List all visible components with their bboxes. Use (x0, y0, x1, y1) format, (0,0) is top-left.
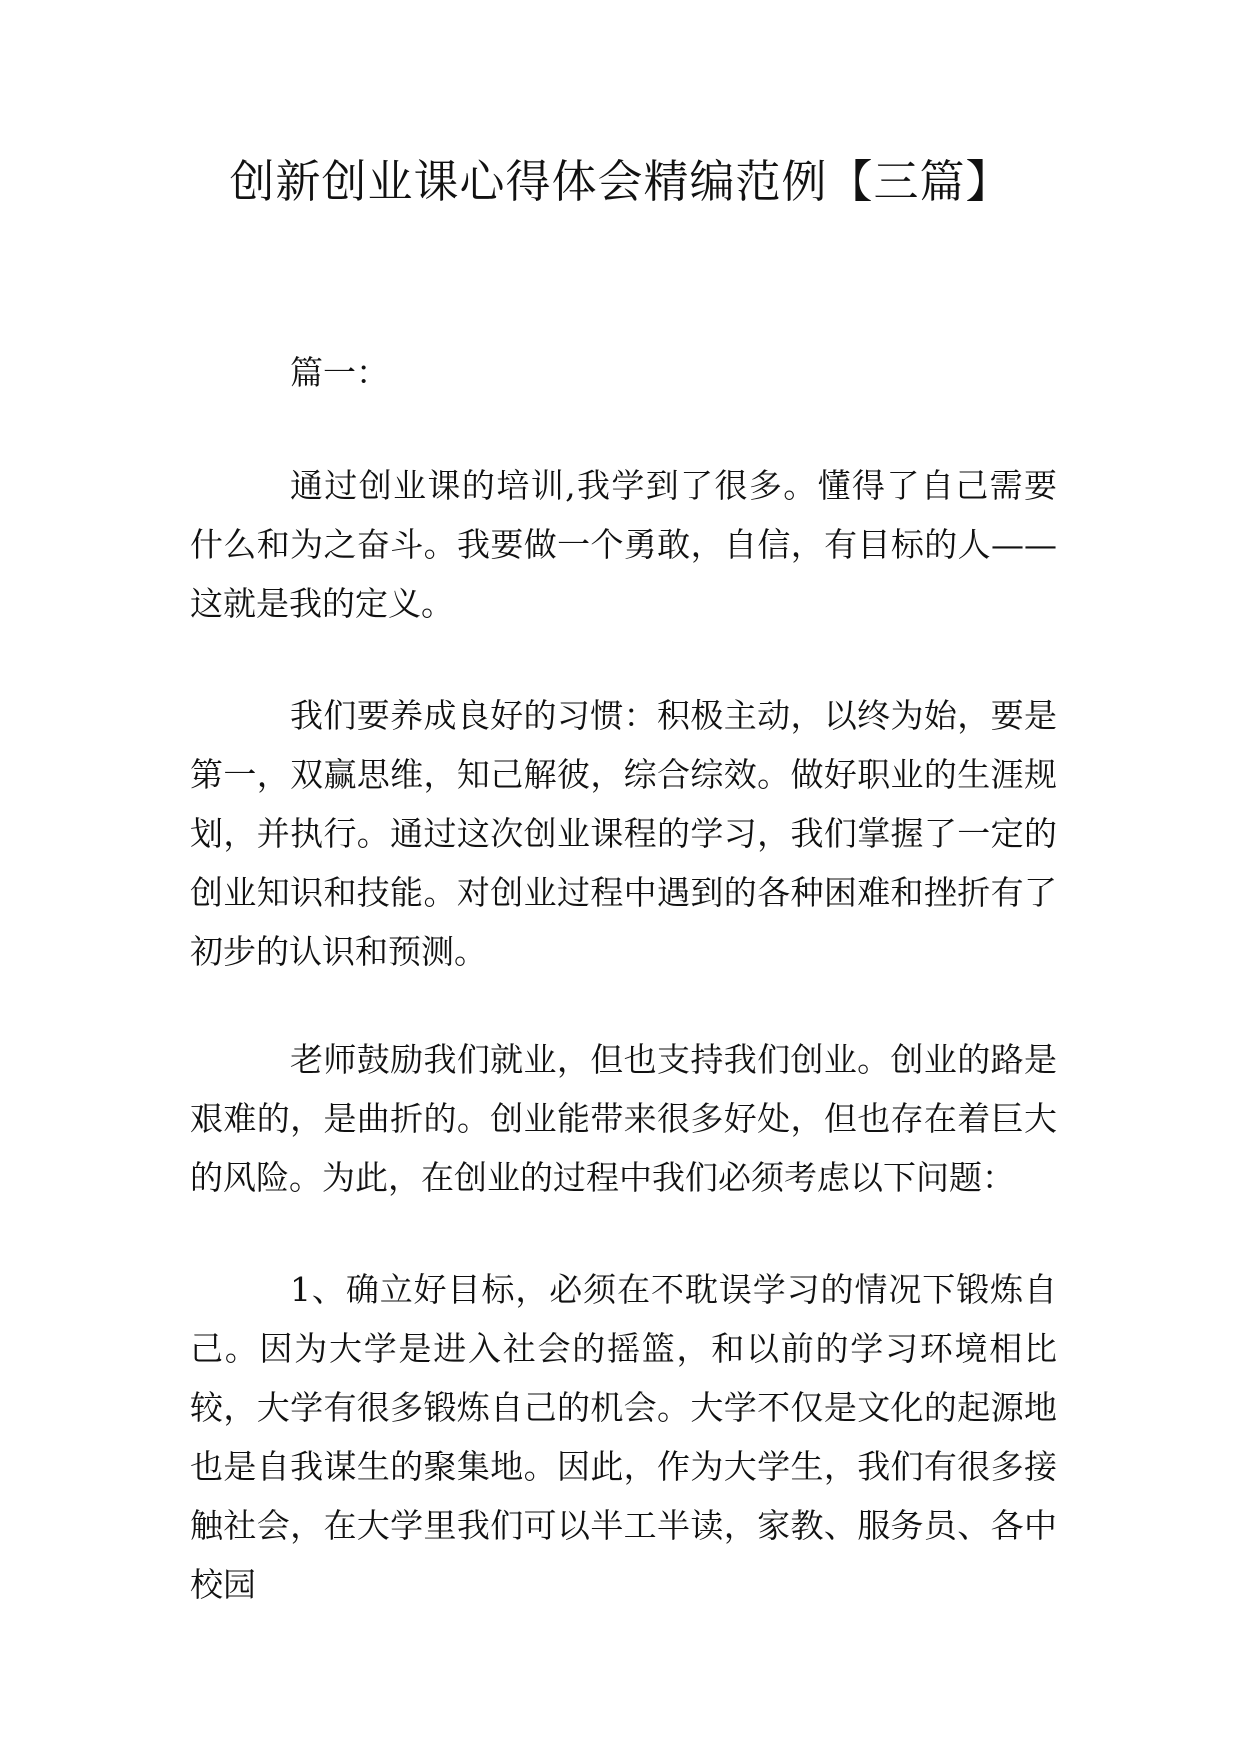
paragraph-3: 老师鼓励我们就业，但也支持我们创业。创业的路是艰难的，是曲折的。创业能带来很多好处，但也存在着巨大的风险。为此，在创业的过程中我们必须考虑以下问题： (190, 1040, 1057, 1197)
paragraph-1: 通过创业课的培训,我学到了很多。懂得了自己需要什么和为之奋斗。我要做一个勇敢，自信，有目标的人——这就是我的定义。 (190, 466, 1057, 623)
paragraph-4: 1、确立好目标，必须在不耽误学习的情况下锻炼自己。因为大学是进入社会的摇篮，和以前的学习环境相比较，大学有很多锻炼自己的机会。大学不仅是文化的起源地也是自我谋生的聚集地。因此，作为大学生，我们有很多接触社会，在大学里我们可以半工半读，家教、服务员、各中校园 (190, 1270, 1057, 1604)
section-heading: 篇一： (290, 353, 389, 392)
paragraph-2: 我们要养成良好的习惯：积极主动，以终为始，要是第一，双赢思维，知己解彼，综合综效。做好职业的生涯规划，并执行。通过这次创业课程的学习，我们掌握了一定的创业知识和技能。对创业过程中遇到的各种困难和挫折有了初步的认识和预测。 (190, 696, 1057, 971)
document-title: 创新创业课心得体会精编范例【三篇】 (229, 155, 1012, 208)
